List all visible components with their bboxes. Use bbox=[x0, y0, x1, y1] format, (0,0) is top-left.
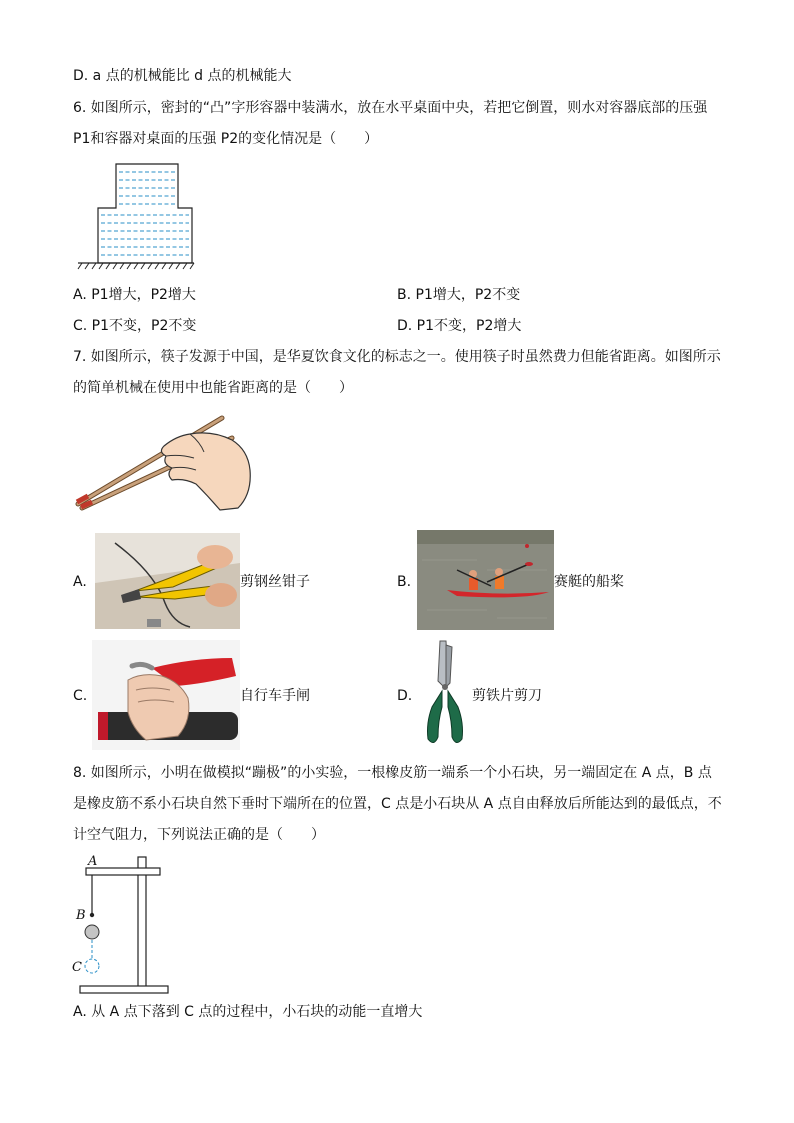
label-a: A bbox=[88, 854, 98, 869]
chopsticks-hand-figure bbox=[72, 412, 254, 514]
q8-stem-line1: 8. 如图所示，小明在做模拟“蹦极”的小实验，一根橡皮筋一端系一个小石块，另一端固定在 A 点，B 点 bbox=[73, 765, 712, 781]
q8-stem-line2: 是橡皮筋不系小石块自然下垂时下端所在的位置，C 点是小石块从 A 点自由释放后所能达到的最低点，不 bbox=[73, 796, 722, 812]
bungee-experiment-figure bbox=[70, 852, 170, 997]
kayak-photo bbox=[417, 530, 554, 630]
pliers-photo bbox=[95, 533, 240, 629]
label-c: C bbox=[72, 960, 82, 975]
q7-stem-line1: 7. 如图所示，筷子发源于中国，是华夏饮食文化的标志之一。使用筷子时虽然费力但能省距离。如图所示 bbox=[73, 349, 721, 365]
q7-option-b-letter[interactable]: B. bbox=[397, 574, 412, 590]
q7-option-b-label: 赛艇的船桨 bbox=[554, 574, 624, 590]
q7-option-c-letter[interactable]: C. bbox=[73, 688, 88, 704]
q7-option-a-label: 剪钢丝钳子 bbox=[240, 574, 310, 590]
q7-option-d-letter[interactable]: D. bbox=[397, 688, 413, 704]
tin-snips-photo bbox=[420, 637, 470, 749]
q6-option-d[interactable]: D. P1不变，P2增大 bbox=[397, 318, 522, 334]
bike-brake-photo bbox=[92, 640, 240, 750]
q7-stem-line2: 的简单机械在使用中也能省距离的是（ ） bbox=[73, 380, 353, 396]
label-b: B bbox=[76, 908, 86, 923]
q6-option-b[interactable]: B. P1增大，P2不变 bbox=[397, 287, 521, 303]
q7-option-d-label: 剪铁片剪刀 bbox=[472, 688, 542, 704]
q7-option-c-label: 自行车手闸 bbox=[240, 688, 310, 704]
q6-option-a[interactable]: A. P1增大，P2增大 bbox=[73, 287, 196, 303]
q8-stem-line3: 计空气阻力，下列说法正确的是（ ） bbox=[73, 827, 325, 843]
q6-stem-line2: P1和容器对桌面的压强 P2的变化情况是（ ） bbox=[73, 131, 379, 147]
q7-option-a-letter[interactable]: A. bbox=[73, 574, 87, 590]
q5-option-d: D. a 点的机械能比 d 点的机械能大 bbox=[73, 68, 292, 84]
container-figure bbox=[76, 160, 196, 270]
q8-option-a[interactable]: A. 从 A 点下落到 C 点的过程中，小石块的动能一直增大 bbox=[73, 1004, 423, 1020]
q6-option-c[interactable]: C. P1不变，P2不变 bbox=[73, 318, 197, 334]
q6-stem-line1: 6. 如图所示，密封的“凸”字形容器中装满水，放在水平桌面中央，若把它倒置，则水对容器底部的压强 bbox=[73, 100, 708, 116]
